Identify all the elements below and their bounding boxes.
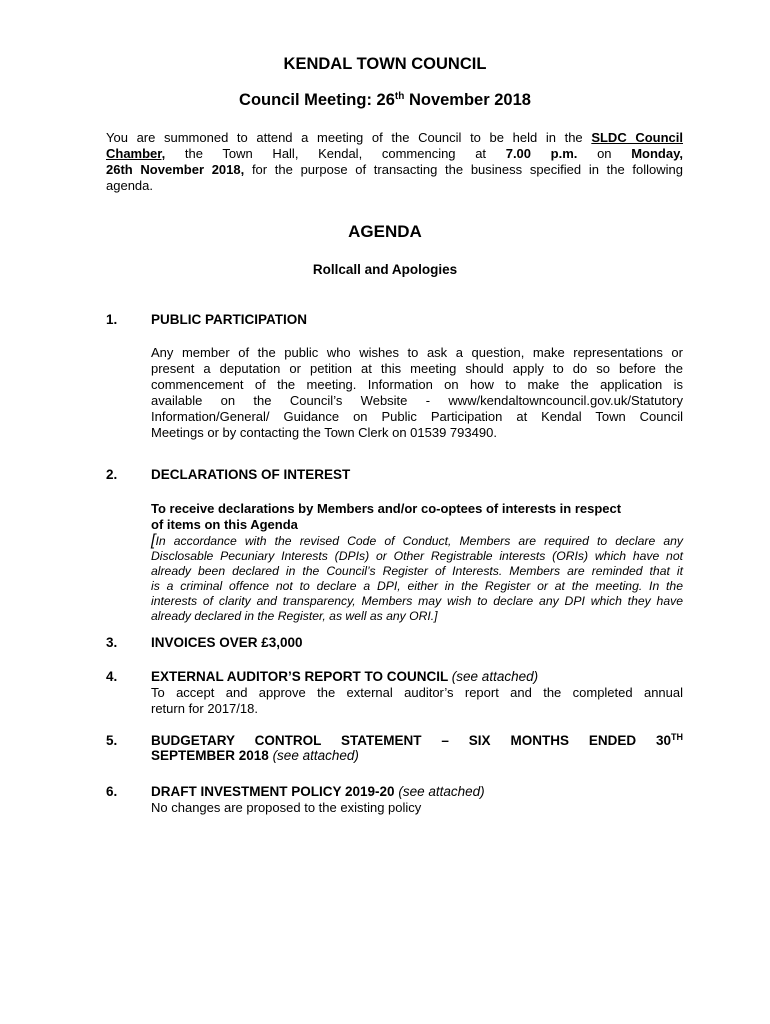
- item-2-subheading: To receive declarations by Members and/or co-optees of interests in respect of items on this Agenda: [151, 501, 622, 532]
- item-6-title: DRAFT INVESTMENT POLICY 2019-20 (see attached): [151, 784, 485, 799]
- item-6-number: 6.: [106, 784, 118, 799]
- item-1-title: PUBLIC PARTICIPATION: [151, 312, 307, 327]
- rollcall-heading: Rollcall and Apologies: [312, 262, 458, 277]
- item-2-title: DECLARATIONS OF INTEREST: [151, 467, 351, 482]
- meeting-date-prefix: Council Meeting: 26: [239, 91, 395, 109]
- meeting-date-suffix: November 2018: [404, 91, 531, 109]
- item-4-title: EXTERNAL AUDITOR’S REPORT TO COUNCIL (see attached): [151, 669, 539, 684]
- item-3-title: INVOICES OVER £3,000: [151, 635, 303, 650]
- meeting-title: [0, 91, 770, 110]
- item-2-number: 2.: [106, 467, 118, 482]
- item-6-body: No changes are proposed to the existing policy: [151, 800, 422, 815]
- meeting-time: 7.00 p.m.: [505, 146, 578, 161]
- item-5-title: BUDGETARY CONTROL STATEMENT – SIX MONTHS ENDED 30TH SEPTEMBER 2018 (see attached): [151, 732, 683, 763]
- summons-line-4: agenda.: [106, 178, 153, 193]
- item-6-see-attached: (see attached): [398, 784, 485, 799]
- item-2-code-of-conduct-note: [In accordance with the revised Code of Conduct, Members are required to declare any Disclosable Pecuniary Interests (DPIs) or Other Registrable interests (ORIs) which have not already been declared in the Council’s Register of Interests. Members are reminded that it is a criminal offence not to declare a DPI, either in the Register or at the meeting. In the interests of clarity and transparency, Members may wish to declare any DPI which they have already declared in the Register, as well as any ORI.]: [151, 532, 683, 623]
- item-5-number: 5.: [106, 733, 118, 748]
- item-1-number: 1.: [106, 312, 118, 327]
- meeting-date: 26th November 2018,: [106, 162, 245, 177]
- item-1-body: Any member of the public who wishes to ask a question, make representations or present a deputation or petition at this meeting should apply to do so before the commencement of the meeting. Information on how to make the application is available on the Council’s Website - www/kendaltowncouncil.gov.uk/Statutory Information/General/ Guidance on Public Participation at Kendal Town Council Meetings or by contacting the Town Clerk on 01539 793490.: [151, 345, 683, 440]
- summons-line-2: Chamber, the Town Hall, Kendal, commencing at 7.00 p.m. on Monday,: [106, 146, 683, 161]
- venue-link: SLDC Council: [591, 130, 683, 145]
- item-4-body: To accept and approve the external auditor’s report and the completed annual return for 2017/18.: [151, 685, 683, 716]
- item-4-see-attached: (see attached): [451, 669, 539, 684]
- summons-line-3: 26th November 2018, for the purpose of transacting the business specified in the following: [106, 162, 683, 177]
- item-3-number: 3.: [106, 635, 118, 650]
- summons-paragraph: [106, 130, 683, 194]
- item-4-number: 4.: [106, 669, 118, 684]
- item-5-see-attached: (see attached): [272, 748, 359, 763]
- council-title: KENDAL TOWN COUNCIL: [283, 55, 487, 73]
- agenda-heading: AGENDA: [348, 222, 422, 241]
- summons-line-1: You are summoned to attend a meeting of the Council to be held in the SLDC Council: [106, 130, 683, 145]
- meeting-date-sup: th: [394, 91, 405, 102]
